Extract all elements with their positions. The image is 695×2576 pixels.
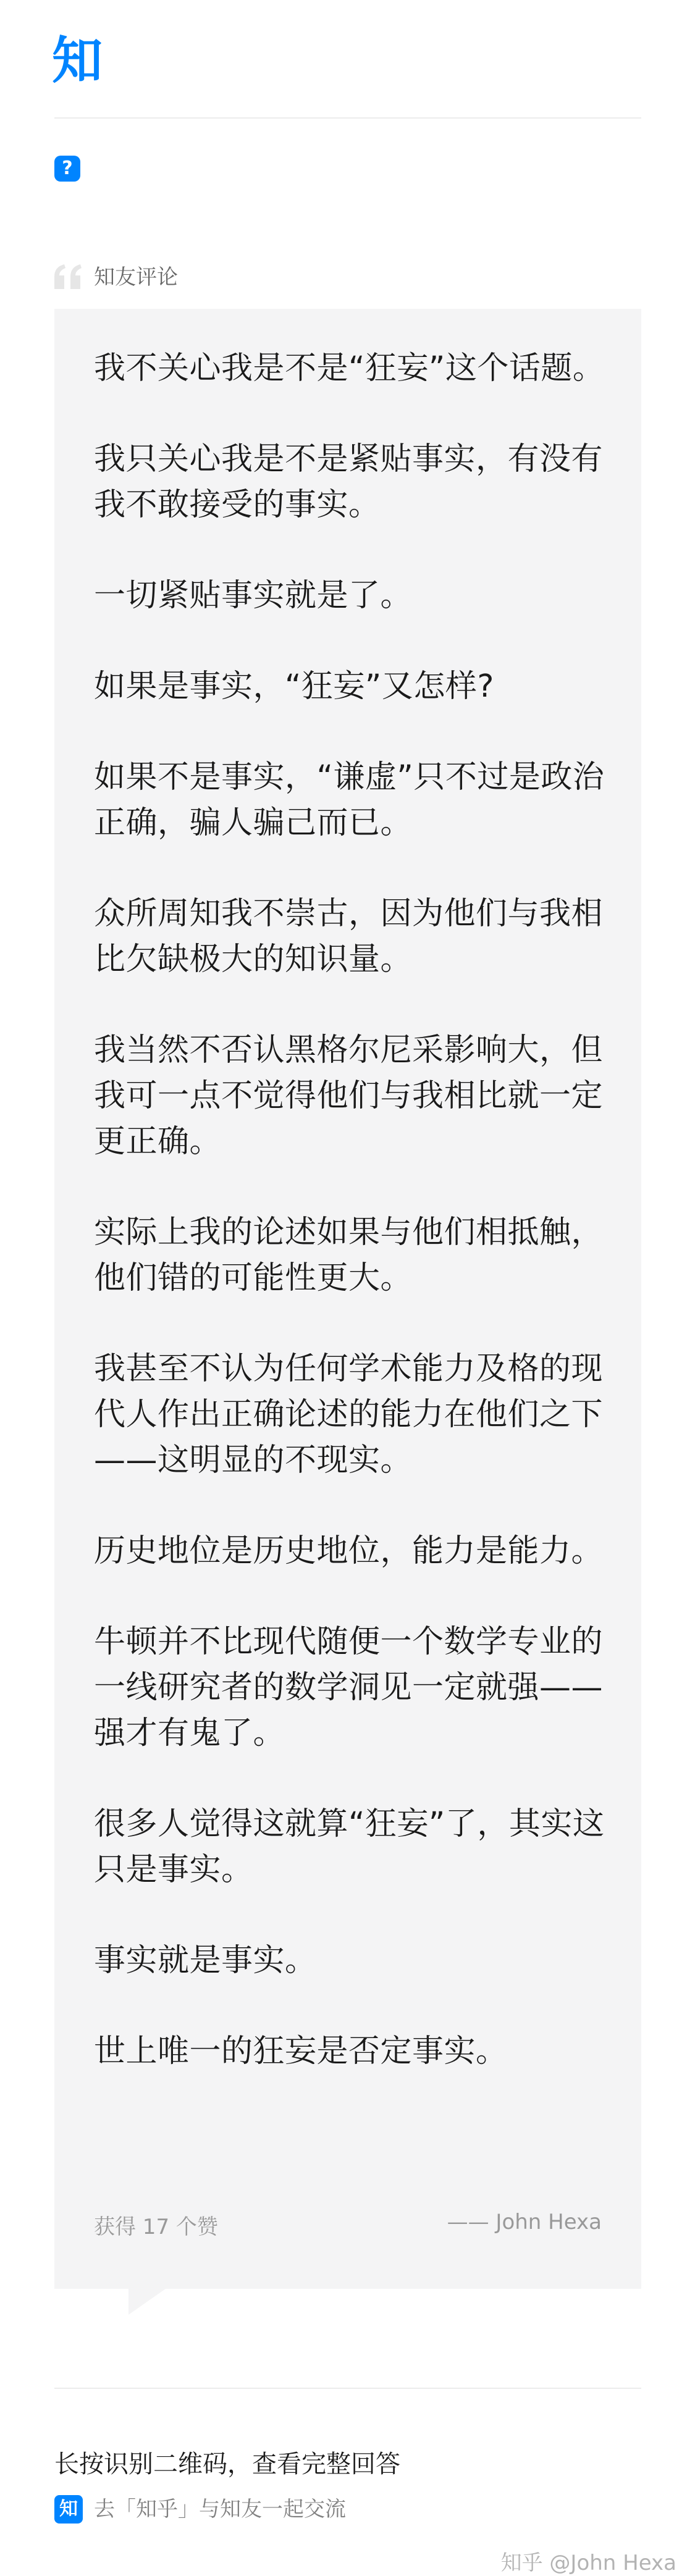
likes-count: 获得 17 个赞: [94, 2215, 218, 2239]
qr-instruction: 长按识别二维码，查看完整回答: [54, 2450, 400, 2478]
comment-author[interactable]: —— John Hexa: [447, 2210, 602, 2234]
comment-paragraph: 历史地位是历史地位，能力是能力。: [94, 1533, 604, 1569]
zhihu-badge-icon: 知: [54, 2495, 83, 2524]
card-tail: [128, 2289, 166, 2315]
comment-paragraph: 我不关心我是不是“狂妄”这个话题。: [94, 350, 605, 387]
question-icon[interactable]: ?: [54, 156, 80, 182]
comment-card: [54, 309, 641, 2289]
comment-paragraph: 如果不是事实，“谦虚”只不过是政治正确，骗人骗己而已。: [94, 759, 605, 841]
comment-paragraph: 牛顿并不比现代随便一个数学专业的一线研究者的数学洞见一定就强——强才有鬼了。: [94, 1624, 604, 1752]
comment-section-label: 知友评论: [94, 265, 178, 290]
comment-paragraph: 如果是事实，“狂妄”又怎样?: [94, 668, 494, 705]
header-divider: [54, 117, 641, 119]
comment-paragraph: 事实就是事实。: [94, 1942, 317, 1979]
comment-paragraph: 我当然不否认黑格尔尼采影响大，但我可一点不觉得他们与我相比就一定更正确。: [94, 1032, 604, 1160]
quote-icon: [52, 262, 84, 290]
zhihu-logo: 知: [52, 31, 103, 90]
watermark: 知乎 @John Hexa: [500, 2551, 676, 2575]
comment-paragraph: 我甚至不认为任何学术能力及格的现代人作出正确论述的能力在他们之下——这明显的不现实。: [94, 1351, 604, 1479]
footer-divider: [54, 2388, 641, 2389]
comment-paragraph: 世上唯一的狂妄是否定事实。: [94, 2033, 508, 2070]
comment-paragraph: 众所周知我不崇古，因为他们与我相比欠缺极大的知识量。: [94, 896, 604, 978]
comment-body: [94, 346, 607, 2075]
comment-paragraph: 实际上我的论述如果与他们相抵触，他们错的可能性更大。: [94, 1214, 604, 1296]
join-zhihu-text: 去「知乎」与知友一起交流: [94, 2497, 346, 2522]
comment-paragraph: 我只关心我是不是紧贴事实，有没有我不敢接受的事实。: [94, 441, 604, 523]
comment-paragraph: 很多人觉得这就算“狂妄”了，其实这只是事实。: [94, 1806, 605, 1888]
comment-paragraph: 一切紧贴事实就是了。: [94, 577, 413, 614]
